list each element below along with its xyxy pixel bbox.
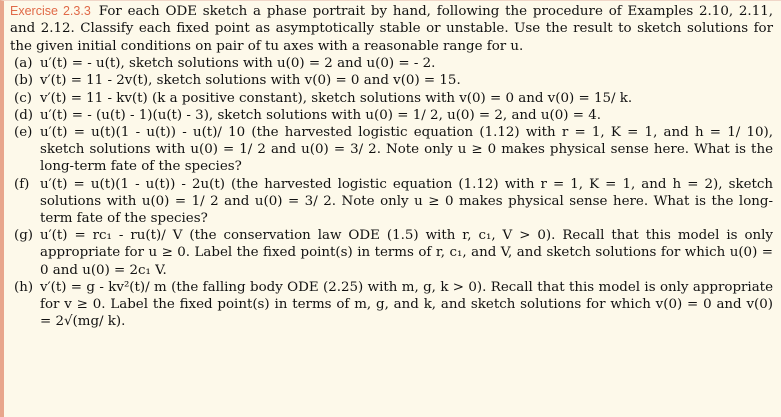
exercise-part-b [10, 72, 773, 89]
part-label: (b) [14, 73, 34, 89]
part-text: v′(t) = 11 - kv(t) (k a positive constant), sketch solutions with v(0) = 0 and v(0) = 15/ k. [40, 90, 633, 106]
exercise-intro: For each ODE sketch a phase portrait by hand, following the procedure of Examples 2.10, 2.11, and 2.12. Classify each fixed point as asymptotically stable or unstable. Use the result to sketch solutions for the given initial conditions on pair of tu axes with a reasonable range for u. [10, 4, 773, 54]
part-text: u′(t) = - u(t), sketch solutions with u(0) = 2 and u(0) = - 2. [40, 56, 436, 72]
part-label: (h) [14, 279, 34, 295]
exercise-part-e [10, 124, 773, 176]
exercise-part-f [10, 176, 773, 228]
exercise-part-a [10, 55, 773, 72]
exercise-part-c [10, 90, 773, 107]
part-label: (d) [14, 107, 34, 123]
exercise-part-g [10, 227, 773, 279]
part-text: u′(t) = u(t)(1 - u(t)) - 2u(t) (the harvested logistic equation (1.12) with r = 1, K = 1, and h = 2), sketch solutions with u(0) = 1/ 2 and u(0) = 3/ 2. Note only u ≥ 0 makes physical sense here. What is the long-term fate of the species? [40, 176, 773, 227]
part-text: v′(t) = 11 - 2v(t), sketch solutions with v(0) = 0 and v(0) = 15. [40, 73, 461, 89]
part-label: (f) [14, 176, 30, 192]
part-label: (g) [14, 228, 34, 244]
part-label: (e) [14, 125, 33, 141]
part-text: v′(t) = g - kv²(t)/ m (the falling body ODE (2.25) with m, g, k > 0). Recall that this model is only appropriate for v ≥ 0. Label the fixed point(s) in terms of m, g, and k, and sketch solutions for which v(0) = 0 and v(0) = 2√(mg/ k). [40, 279, 773, 330]
exercise-part-d [10, 107, 773, 124]
part-text: u′(t) = - (u(t) - 1)(u(t) - 3), sketch solutions with u(0) = 1/ 2, u(0) = 2, and u(0) = 4. [40, 107, 601, 123]
part-label: (a) [14, 56, 33, 72]
part-text: u′(t) = rc₁ - ru(t)/ V (the conservation law ODE (1.5) with r, c₁, V > 0). Recall that this model is only appropriate for u ≥ 0. Label the fixed point(s) in terms of r, c₁, and V, and sketch solutions for which u(0) = 0 and u(0) = 2c₁ V. [40, 228, 773, 278]
exercise-label: Exercise 2.3.3 [10, 4, 91, 18]
exercise-part-h [10, 279, 773, 331]
part-label: (c) [14, 90, 32, 106]
exercise-parts-list [10, 55, 773, 330]
exercise-intro-paragraph [10, 3, 773, 55]
part-text: u′(t) = u(t)(1 - u(t)) - u(t)/ 10 (the harvested logistic equation (1.12) with r = 1, K = 1, and h = 1/ 10), sketch solutions with u(0) = 1/ 2 and u(0) = 3/ 2. Note only u ≥ 0 makes physical sense here. What is the long-term fate of the species? [40, 125, 773, 175]
